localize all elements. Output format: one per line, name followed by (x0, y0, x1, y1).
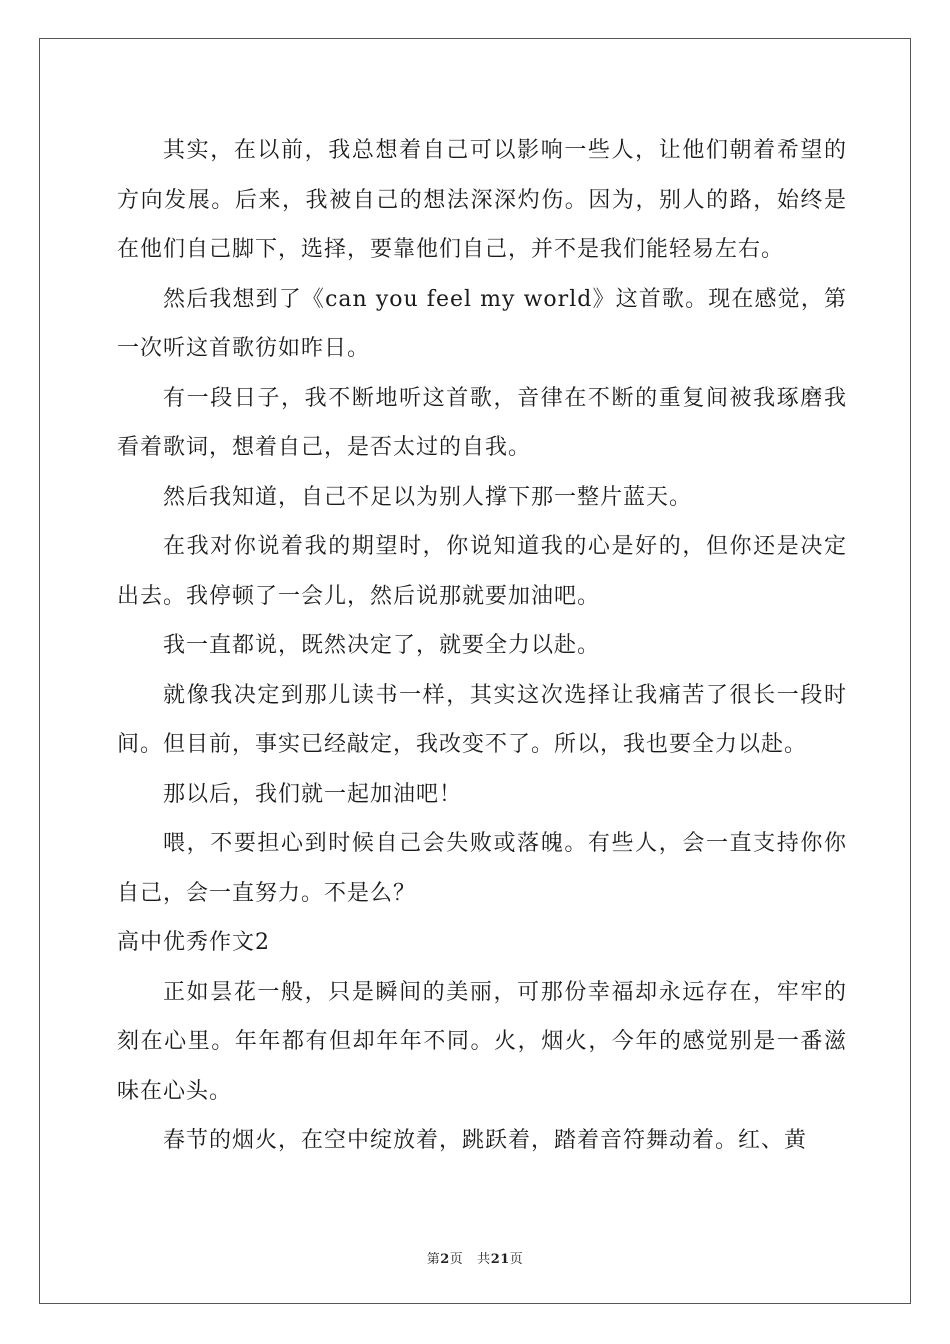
footer-total-prefix: 共 (477, 1252, 491, 1267)
section-paragraph-2: 春节的烟火，在空中绽放着，跳跃着，踏着音符舞动着。红、黄 (163, 1128, 808, 1153)
section-heading: 高中优秀作文2 (117, 930, 270, 955)
paragraph-8: 那以后，我们就一起加油吧！ (163, 781, 463, 807)
footer-page-number: 2 (440, 1252, 450, 1267)
page-footer (0, 1248, 950, 1267)
paragraph-7: 就像我决定到那儿读书一样，其实这次选择让我痛苦了很长一段时间。但目前，事实已经敲定，我改变不了。所以，我也要全力以赴。 (117, 682, 847, 757)
paragraph-9: 喂，不要担心到时候自己会失败或落魄。有些人，会一直支持你你自己，会一直努力。不是么？ (117, 831, 847, 906)
footer-page-prefix: 第 (426, 1252, 441, 1267)
paragraph-5: 在我对你说着我的期望时，你说知道我的心是好的，但你还是决定出去。我停顿了一会儿，然后说那就要加油吧。 (117, 534, 847, 609)
footer-page-unit: 页 (449, 1252, 464, 1267)
paragraph-3: 有一段日子，我不断地听这首歌，音律在不断的重复间被我琢磨我看着歌词，想着自己，是否太过的自我。 (117, 385, 847, 460)
paragraph-2: 然后我想到了《can you feel my world》这首歌。现在感觉，第一次听这首歌彷如昨日。 (117, 286, 847, 361)
footer-total-unit: 页 (509, 1252, 524, 1267)
paragraph-1: 其实，在以前，我总想着自己可以影响一些人，让他们朝着希望的方向发展。后来，我被自己的想法深深灼伤。因为，别人的路，始终是在他们自己脚下，选择，要靠他们自己，并不是我们能轻易左右。 (117, 138, 847, 262)
paragraph-4: 然后我知道，自己不足以为别人撑下那一整片蓝天。 (163, 484, 693, 510)
paragraph-6: 我一直都说，既然决定了，就要全力以赴。 (163, 633, 601, 658)
footer-total-pages: 21 (490, 1252, 510, 1267)
document-body (117, 126, 847, 1166)
section-paragraph-1: 正如昙花一般，只是瞬间的美丽，可那份幸福却永远存在，牢牢的刻在心里。年年都有但却年年不同。火，烟火，今年的感觉别是一番滋味在心头。 (117, 979, 847, 1104)
